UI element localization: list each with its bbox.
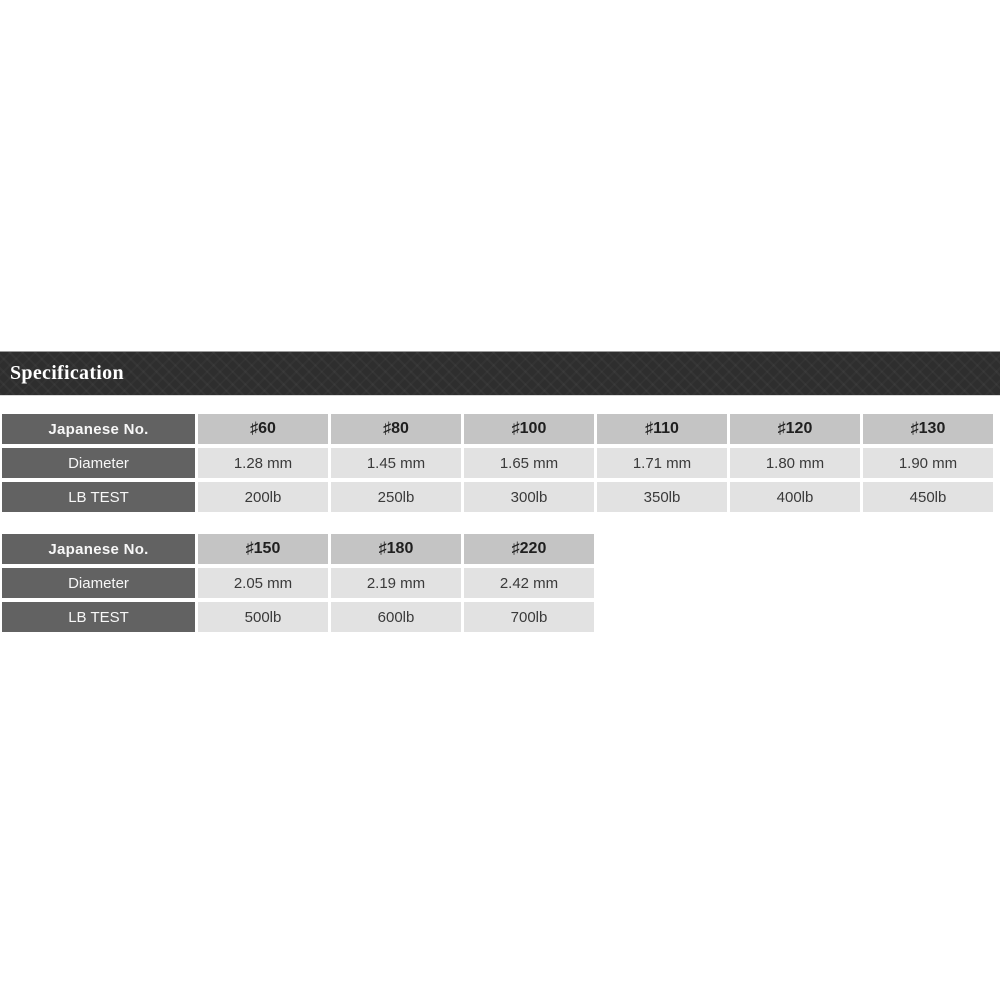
spec-table-1 xyxy=(2,414,993,512)
diameter-value: 2.19 mm xyxy=(331,568,461,598)
size-col-header: ♯180 xyxy=(331,534,461,564)
diameter-value: 1.45 mm xyxy=(331,448,461,478)
lb-test-value: 500lb xyxy=(198,602,328,632)
size-col-header: ♯150 xyxy=(198,534,328,564)
lb-test-value: 300lb xyxy=(464,482,594,512)
diameter-value: 1.28 mm xyxy=(198,448,328,478)
lb-test-value: 700lb xyxy=(464,602,594,632)
lb-test-value: 250lb xyxy=(331,482,461,512)
size-col-header: ♯120 xyxy=(730,414,860,444)
size-col-header: ♯80 xyxy=(331,414,461,444)
size-col-header: ♯220 xyxy=(464,534,594,564)
specification-header-bar xyxy=(0,351,1000,396)
row-label-japanese-no: Japanese No. xyxy=(2,534,195,564)
diameter-value: 2.05 mm xyxy=(198,568,328,598)
diameter-value: 1.90 mm xyxy=(863,448,993,478)
row-label-lb-test: LB TEST xyxy=(2,602,195,632)
lb-test-value: 600lb xyxy=(331,602,461,632)
size-col-header: ♯100 xyxy=(464,414,594,444)
lb-test-value: 350lb xyxy=(597,482,727,512)
size-col-header: ♯110 xyxy=(597,414,727,444)
lb-test-value: 400lb xyxy=(730,482,860,512)
diameter-value: 1.80 mm xyxy=(730,448,860,478)
spec-table-2 xyxy=(2,534,594,632)
size-col-header: ♯130 xyxy=(863,414,993,444)
diameter-value: 2.42 mm xyxy=(464,568,594,598)
diameter-value: 1.71 mm xyxy=(597,448,727,478)
row-label-diameter: Diameter xyxy=(2,568,195,598)
section-title: Specification xyxy=(10,362,124,384)
row-label-lb-test: LB TEST xyxy=(2,482,195,512)
row-label-japanese-no: Japanese No. xyxy=(2,414,195,444)
lb-test-value: 200lb xyxy=(198,482,328,512)
size-col-header: ♯60 xyxy=(198,414,328,444)
lb-test-value: 450lb xyxy=(863,482,993,512)
row-label-diameter: Diameter xyxy=(2,448,195,478)
diameter-value: 1.65 mm xyxy=(464,448,594,478)
